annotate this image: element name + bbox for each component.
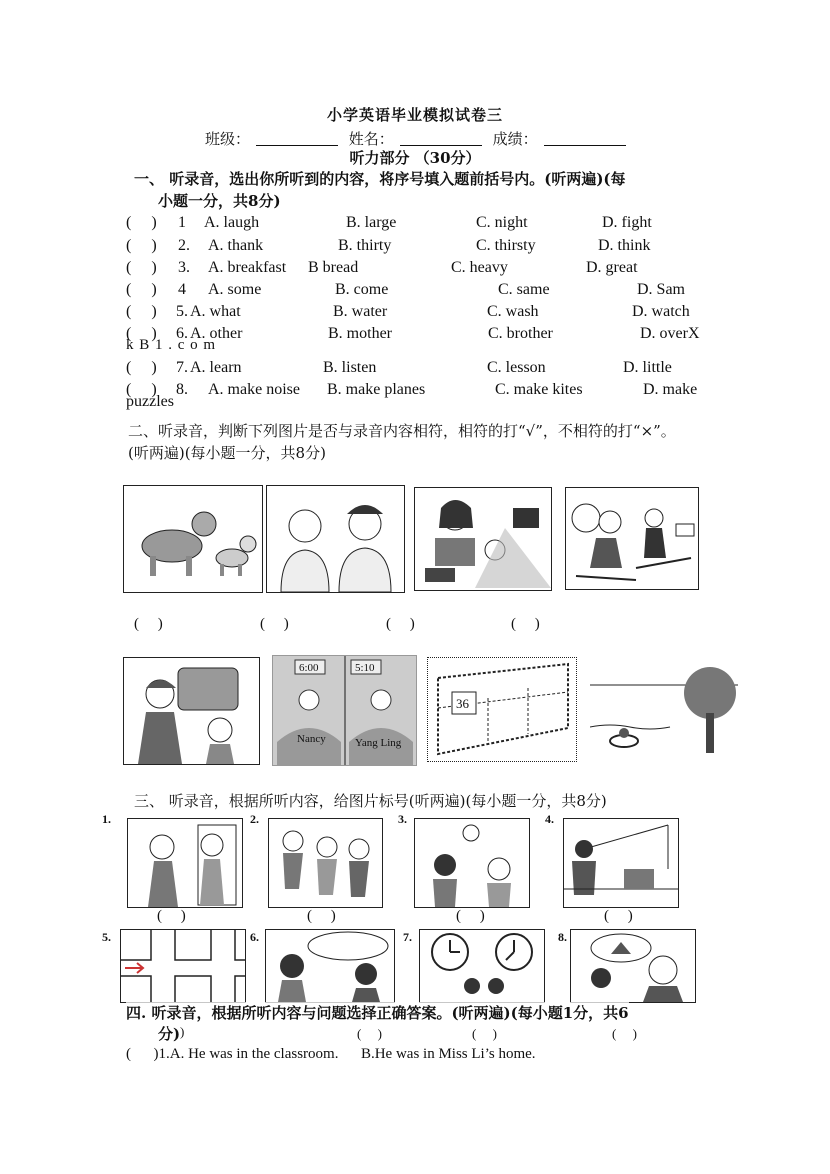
question-opt-b: B. listen [323,359,377,376]
question-opt-c: C. brother [488,325,553,342]
answer-bracket[interactable]: ) [180,1024,185,1039]
picture-number: 2. [250,812,259,826]
picture-tree-swimming [590,657,738,757]
question-opt-d: D. fight [602,214,652,231]
question-opt-c: C. night [476,214,528,231]
question-opt-a: A. make noise [208,381,300,398]
question-opt-d: D. make [643,381,698,398]
picture-two-men [266,485,405,593]
question-num: 5. [176,303,188,320]
stray-text: k B 1 . c o m [126,337,217,353]
answer-bracket[interactable]: ( ) [126,237,157,254]
question-num: 4 [178,281,186,298]
question-opt-a: A. learn [190,359,242,376]
question-opt-b: B. mother [328,325,392,342]
wrap-word: puzzles [126,393,174,410]
section4-header: 四. 听录音，根据所听内容与问题选择正确答案。(听两遍)(每小题1分，共6 [126,1004,629,1022]
answer-bracket[interactable]: ( ) [126,259,157,276]
page-title: 小学英语毕业模拟试卷三 [326,106,503,124]
section4-question-1: ( )1.A. He was in the classroom. B.He was in Miss Li’s home. [126,1046,536,1062]
picture-skiing [565,487,699,590]
question-opt-c: C. thirsty [476,237,536,254]
question-num: 1 [178,214,186,231]
question-num: 8. [176,381,188,398]
question-opt-d: D. watch [632,303,690,320]
answer-bracket[interactable]: ( ) [126,281,157,298]
answer-bracket[interactable]: ( ) [357,1026,382,1041]
answer-bracket[interactable]: ( ) [472,1026,497,1041]
question-opt-d: D. overX [640,325,700,342]
question-opt-a: A. laugh [204,214,260,231]
picture-number: 4. [545,812,554,826]
bus-number-label: 36 [456,696,469,711]
question-opt-a: A. other [190,325,243,342]
question-opt-c: C. wash [487,303,539,320]
picture-map-arrow [120,929,246,1003]
question-opt-b: B. come [335,281,389,298]
clock-right-label: 5:10 [355,662,375,674]
answer-bracket[interactable]: ( ) [134,616,163,632]
picture-dogs [123,485,263,593]
question-opt-c: C. lesson [487,359,546,376]
section3-header: 三、 听录音，根据所听内容，给图片标号(听两遍)(每小题一分，共8分) [134,792,607,810]
clock-left-label: 6:00 [299,662,319,674]
section2-header-cont: (听两遍)(每小题一分，共8分) [128,444,326,462]
section2-header: 二、听录音，判断下列图片是否与录音内容相符，相符的打“√”，不相符的打“×”。 [128,422,676,440]
question-opt-b: B. large [346,214,397,231]
answer-bracket[interactable]: ( ) [612,1026,637,1041]
question-num: 3. [178,259,190,276]
score-blank[interactable] [544,131,626,146]
answer-bracket[interactable]: ( ) [307,908,336,924]
picture-bus [427,657,577,762]
question-opt-a: A. thank [208,237,264,254]
picture-clocks [419,929,545,1003]
yang-ling-label: Yang Ling [355,737,402,749]
picture-number: 8. [558,930,567,944]
name-blank[interactable] [400,131,482,146]
picture-girls-door [127,818,243,908]
picture-number: 5. [102,930,111,944]
picture-number: 1. [102,812,111,826]
part-title: 听力部分 （30分） [349,149,481,167]
question-opt-c: C. same [498,281,550,298]
picture-nancy-yangling [272,655,417,766]
picture-number: 6. [250,930,259,944]
answer-bracket[interactable]: ( ) [260,616,289,632]
question-num: 2. [178,237,190,254]
name-label: 姓名： [348,130,394,148]
answer-bracket[interactable]: ( ) [604,908,633,924]
question-opt-d: D. think [598,237,651,254]
question-opt-b: B. water [333,303,388,320]
question-opt-b: B bread [308,259,359,276]
picture-fishing [563,818,679,908]
question-opt-c: C. heavy [451,259,508,276]
answer-bracket[interactable]: ( ) [126,381,157,398]
picture-woman-girl-cake [123,657,260,765]
picture-girl-reading [414,487,552,591]
section4-header-cont: 分) [158,1025,181,1043]
question-opt-a: A. some [208,281,262,298]
question-num: 7. [176,359,188,376]
picture-boys-thinking [265,929,395,1003]
nancy-label: Nancy [297,733,326,745]
question-num: 6. [176,325,188,342]
answer-bracket[interactable]: ( ) [386,616,415,632]
question-opt-d: D. Sam [637,281,685,298]
picture-number: 7. [403,930,412,944]
question-opt-b: B. thirty [338,237,392,254]
picture-number: 3. [398,812,407,826]
section1-header: 一、 听录音，选出你所听到的内容，将序号填入题前括号内。(听两遍)(每 [134,170,626,188]
answer-bracket[interactable]: ( ) [126,325,157,342]
answer-bracket[interactable]: ( ) [456,908,485,924]
student-info-line [205,128,632,149]
class-label: 班级： [205,130,251,148]
picture-man-house [570,929,696,1003]
answer-bracket[interactable]: ( ) [157,908,186,924]
question-opt-a: A. what [190,303,241,320]
score-label: 成绩： [492,130,538,148]
question-opt-d: D. little [623,359,672,376]
section1-header-cont: 小题一分，共8分) [158,192,281,210]
answer-bracket[interactable]: ( ) [126,303,157,320]
question-opt-c: C. make kites [495,381,583,398]
class-blank[interactable] [256,131,338,146]
answer-bracket[interactable]: ( ) [126,214,157,231]
answer-bracket[interactable]: ( ) [511,616,540,632]
answer-bracket[interactable]: ( ) [126,359,157,376]
picture-children-running [268,818,383,908]
question-opt-a: A. breakfast [208,259,287,276]
picture-children-pointing [414,818,530,908]
question-opt-b: B. make planes [327,381,426,398]
question-opt-d: D. great [586,259,638,276]
